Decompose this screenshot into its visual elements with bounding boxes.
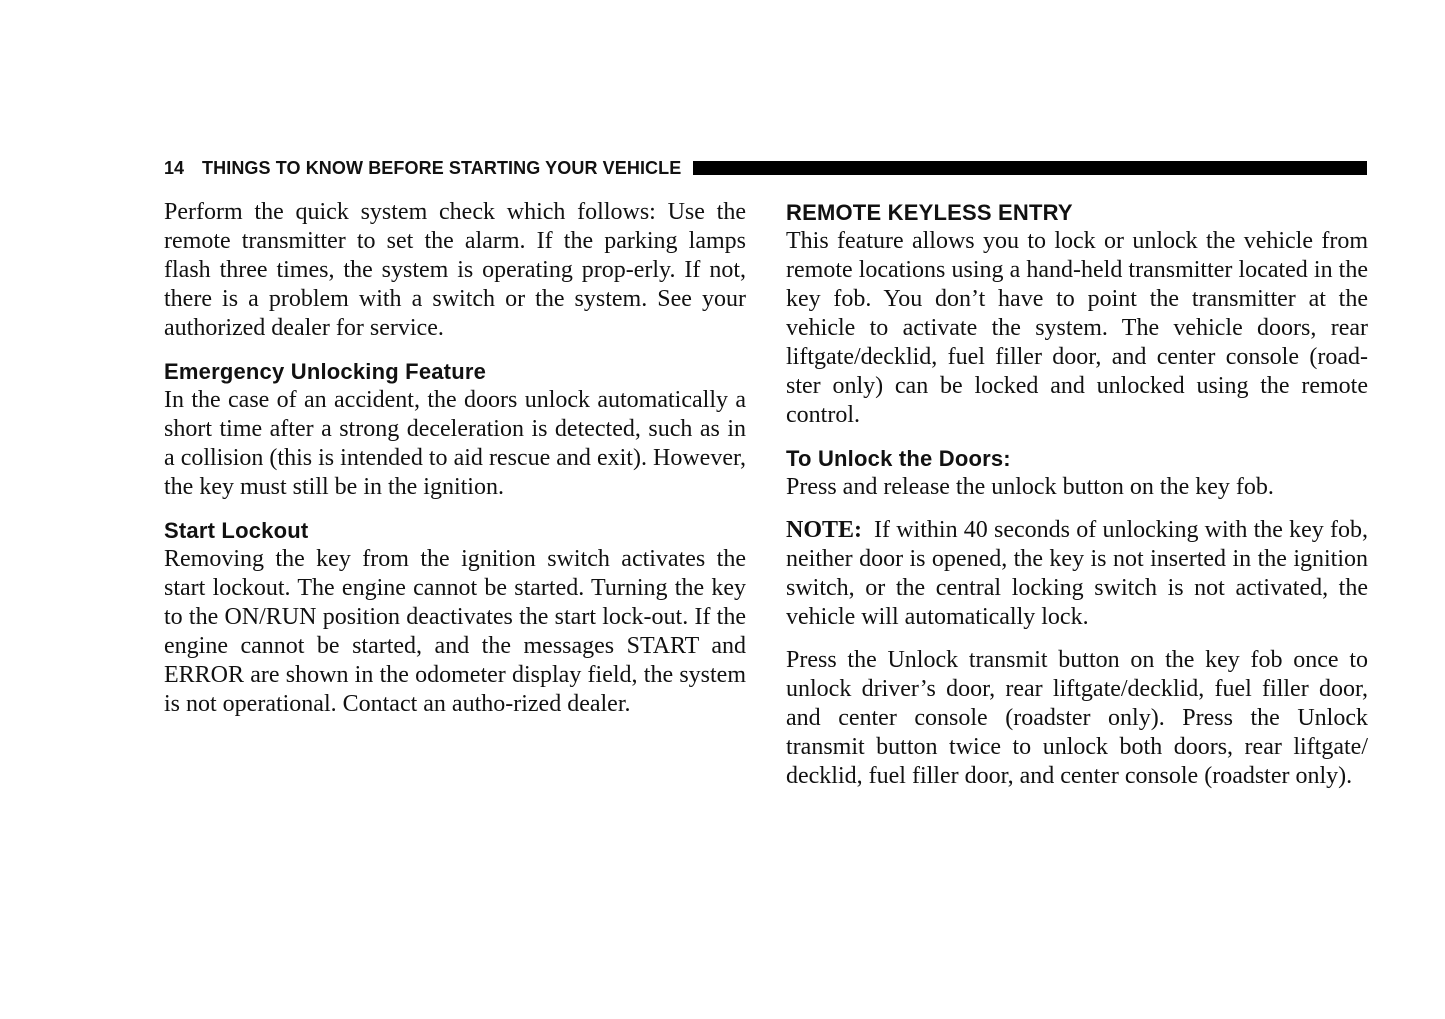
start-lockout-paragraph: Removing the key from the ignition switch activates the start lockout. The engine cannot be started. Turning the key to the ON/RUN position deactivates the start lock-out. If the engine cannot be started, and the messages START and ERROR are shown in the odometer display field, the system is not operational. Contact an autho-rized dealer. [164,546,746,717]
emergency-unlocking-paragraph: In the case of an accident, the doors unlock automatically a short time after a strong deceleration is detected, such as in a collision (this is intended to aid rescue and exit). However, the key must still be in the ignition. [164,387,746,500]
unlock-transmit-paragraph: Press the Unlock transmit button on the key fob once to unlock driver’s door, rear liftgate/decklid, fuel filler door, and center console (roadster only). Press the Unlock transmit button twice to unlock both doors, rear liftgate/ decklid, fuel filler door, and center console (roadster only). [786,647,1368,789]
emergency-unlocking-heading: Emergency Unlocking Feature [164,359,487,384]
page-header [164,156,1367,180]
left-column [164,198,746,733]
page-number: 14 [164,157,185,178]
unlock-doors-heading: To Unlock the Doors: [786,446,1011,471]
note-paragraph [786,516,1368,632]
unlock-doors-paragraph: Press and release the unlock button on the key fob. [786,474,1274,500]
start-lockout-heading: Start Lockout [164,518,309,543]
section-title: THINGS TO KNOW BEFORE STARTING YOUR VEHICLE [202,157,682,178]
intro-paragraph: Perform the quick system check which follows: Use the remote transmitter to set the alarm. If the parking lamps flash three times, the system is operating prop-erly. If not, there is a problem with a switch or the system. See your authorized dealer for service. [164,199,746,341]
header-rule [693,161,1367,175]
note-text: If within 40 seconds of unlocking with the key fob, neither door is opened, the key is not inserted in the ignition switch, or the central locking switch is not activated, the vehicle will automatically lock. [786,517,1368,630]
remote-keyless-entry-heading: REMOTE KEYLESS ENTRY [786,200,1073,225]
note-label: NOTE: [786,517,863,543]
right-column [786,198,1368,805]
remote-keyless-entry-paragraph: This feature allows you to lock or unlock the vehicle from remote locations using a hand-held transmitter located in the key fob. You don’t have to point the transmitter at the vehicle to activate the system. The vehicle doors, rear liftgate/decklid, fuel filler door, and center console (road-ster only) can be locked and unlocked using the remote control. [786,228,1368,428]
